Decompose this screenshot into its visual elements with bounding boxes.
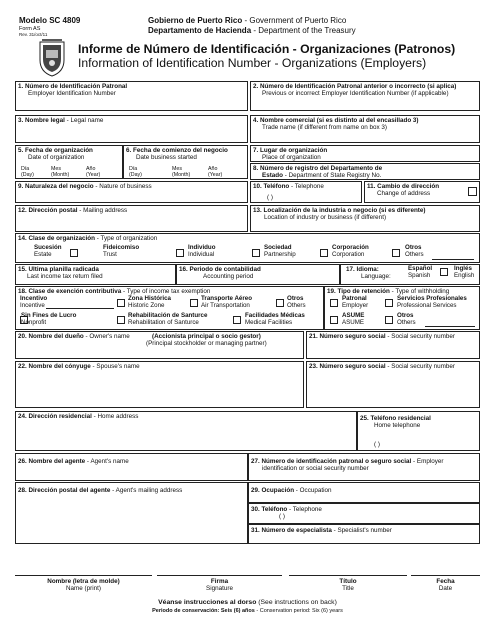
print-name-line[interactable] (15, 575, 152, 576)
org-corporation-checkbox[interactable] (392, 249, 400, 257)
f25-area-code: ( ) (374, 441, 380, 449)
lang-english-en: English (454, 272, 475, 279)
f6-month-en: (Month) (172, 171, 191, 178)
f5-label-es: 5. Fecha de organización (18, 147, 93, 154)
f4-label-en: Trade name (if different from name on box 3) (262, 124, 387, 132)
org-individual-es: Individuo (188, 244, 216, 251)
exempt-nonprofit-es: Sin Fines de Lucro (21, 312, 77, 319)
org-others-en: Others (405, 251, 424, 258)
f6-year-en: (Year) (208, 171, 223, 178)
address-change-field (364, 181, 480, 203)
withhold-employer-checkbox[interactable] (330, 299, 338, 307)
exempt-incentive-line[interactable] (46, 308, 114, 309)
f19-label-en: Type of withholding (395, 288, 450, 295)
organization-date-field[interactable] (15, 145, 123, 179)
instructions-note (0, 599, 495, 606)
print-name-label (15, 578, 152, 592)
conservation-es: Periodo de conservación: Seis (6) años (152, 608, 255, 614)
organization-type-field: 14. Clase de organización - Type of organization (15, 233, 480, 263)
f19-label-es: 19. Tipo de retención (327, 288, 390, 295)
f18-label-en: Type of income tax exemption (126, 288, 211, 295)
lang-spanish-es: Español (408, 265, 433, 272)
f18-label-es: 18. Clase de exención contributiva (18, 288, 122, 295)
print-name-es: Nombre (letra de molde) (47, 578, 120, 585)
f5-year (86, 167, 100, 178)
signature-es: Firma (210, 578, 229, 585)
f22-label-en: Spouse's name (96, 363, 140, 370)
exempt-option-santurce (128, 312, 207, 326)
occupation-field[interactable]: 29. Ocupación - Occupation (248, 482, 480, 503)
conservation-en: Conservation period: Six (6) years (259, 608, 343, 614)
f5-label-en: Date of organization (28, 154, 85, 162)
org-partnership-checkbox[interactable] (320, 249, 328, 257)
previous-employer-id-field[interactable] (250, 81, 480, 111)
f25-label-es: 25. Teléfono residencial (360, 415, 431, 422)
form-title-es: Informe de Número de Identificación - Organizaciones (Patronos) (78, 42, 456, 56)
lang-option-english (454, 265, 474, 279)
exempt-air-en: Air Transportation (201, 302, 250, 309)
signature-en: Signature (206, 585, 233, 593)
org-option-trust (103, 244, 139, 258)
exempt-others-es: Otros (287, 295, 304, 302)
f25-label-en: Home telephone (374, 422, 421, 430)
employer-id-field[interactable] (15, 81, 248, 111)
withhold-option-others (397, 312, 416, 326)
home-address-field[interactable]: 24. Dirección residencial - Home address (15, 411, 357, 451)
exempt-medical-es: Facilidades Médicas (245, 312, 305, 319)
exempt-santurce-checkbox[interactable] (117, 316, 125, 324)
form-code: Form AS (19, 26, 41, 32)
signature-line[interactable] (157, 575, 282, 576)
f26-label-es: 26. Nombre del agente (18, 458, 86, 465)
f26-label-en: Agent's name (90, 458, 129, 465)
f29-label-es: 29. Ocupación (251, 487, 295, 494)
f29-label-en: Occupation (299, 487, 332, 494)
f6-dia: Día (129, 166, 138, 172)
f5-day-en: (Day) (21, 171, 34, 178)
lang-spanish-checkbox[interactable] (440, 268, 448, 276)
org-option-estate (34, 244, 62, 258)
f13-label-en: Location of industry or business (if different) (264, 214, 387, 222)
withhold-option-asume (342, 312, 364, 326)
f30-label-es: 30. Teléfono (251, 506, 288, 513)
f30-label-en: Telephone (292, 506, 322, 513)
org-partnership-en: Partnership (264, 251, 296, 258)
hacienda-seal-icon (37, 38, 67, 78)
withhold-others-es: Otros (397, 312, 414, 319)
department-line: Departamento de Hacienda - Department of the Treasury (148, 26, 356, 35)
agent-id-field[interactable]: 27. Número de identificación patronal o seguro social - Employer identification or social security number (248, 453, 480, 481)
f6-month (172, 167, 190, 178)
f15-label-es: 15. Ultima planilla radicada (18, 266, 99, 273)
f2-label-es: 2. Número de Identificación Patronal anterior o incorrecto (si aplica) (253, 83, 457, 90)
mailing-address-spacer (15, 230, 248, 232)
f22-label-es: 22. Nombre del cónyuge (18, 363, 91, 370)
f3-label-es: 3. Nombre legal (18, 117, 65, 124)
withhold-employer-en: Employer (342, 302, 369, 309)
f5-day (21, 167, 34, 178)
f11-label-es: 11. Cambio de dirección (367, 183, 440, 190)
f31-label-en: Specialist's number (337, 527, 392, 534)
f13-label-es: 13. Localización de la industria o negocio (si es diferente) (253, 207, 426, 214)
f20-label-en: Owner's name (89, 333, 130, 340)
f23-label-es: 23. Número seguro social (309, 363, 386, 370)
f23-label-en: Social security number (391, 363, 455, 370)
instructions-es: Véanse instrucciones al dorso (158, 599, 257, 606)
f27-label-en: Employer (416, 458, 444, 465)
withhold-employer-es: Patronal (342, 295, 367, 302)
owner-ssn-field[interactable]: 21. Número seguro social - Social security number (306, 331, 480, 359)
f1-label-en: Employer Identification Number (28, 90, 116, 98)
org-corporation-es: Corporación (332, 244, 369, 251)
exempt-historic-en: Historic Zone (128, 302, 165, 309)
f6-mes: Mes (172, 166, 183, 172)
business-location-field[interactable] (250, 205, 480, 231)
exempt-option-incentive (20, 295, 47, 309)
f7-label-en: Place of organization (262, 154, 321, 162)
f10-label-es: 10. Teléfono (253, 183, 290, 190)
last-return-field[interactable] (15, 264, 176, 285)
f6-ano: Año (208, 166, 218, 172)
exempt-air-checkbox[interactable] (190, 299, 198, 307)
mailing-address-field[interactable]: 12. Dirección postal - Mailing address (15, 205, 248, 231)
withhold-professional-es: Servicios Profesionales (397, 295, 467, 302)
org-individual-checkbox[interactable] (252, 249, 260, 257)
title-en: Title (342, 585, 354, 593)
f5-month (51, 167, 69, 178)
date-es: Fecha (436, 578, 455, 585)
f9-label-es: 9. Naturaleza del negocio (18, 183, 94, 190)
f6-day-en: (Day) (129, 171, 142, 178)
telephone-field[interactable]: 10. Teléfono - Telephone ( ) (250, 181, 362, 203)
exempt-incentive-en: Incentive (20, 302, 45, 309)
home-telephone-field[interactable] (357, 411, 480, 451)
withhold-asume-en: ASUME (342, 319, 365, 326)
exempt-option-medical (245, 312, 305, 326)
f4-label-es: 4. Nombre comercial (si es distinto al del encasillado 3) (253, 117, 419, 124)
org-partnership-es: Sociedad (264, 244, 292, 251)
f10-area-code: ( ) (267, 194, 273, 202)
gov-es: Gobierno de Puerto Rico (148, 16, 243, 25)
f3-label-en: Legal name (70, 117, 104, 124)
lang-option-spanish (408, 265, 432, 279)
f6-year (208, 167, 222, 178)
f1-label-es: 1. Número de Identificación Patronal (18, 83, 128, 90)
org-corporation-en: Corporation (332, 251, 365, 258)
form-title-en: Information of Identification Number - Organizations (Employers) (78, 56, 427, 70)
f27-label-es: 27. Número de identificación patronal o seguro social (251, 458, 412, 465)
withhold-asume-checkbox[interactable] (330, 316, 338, 324)
f12-label-es: 12. Dirección postal (18, 207, 78, 214)
print-name-en: Name (print) (66, 585, 101, 593)
date-label (411, 578, 480, 592)
location-spacer (250, 230, 480, 232)
org-individual-en: Individual (188, 251, 215, 258)
owner-name-field[interactable]: 20. Nombre del dueño - Owner's name (Accionista principal o socio gestor) (Principal stockholder or managing partner) (15, 331, 304, 359)
model-number: Modelo SC 4809 (19, 16, 81, 25)
org-estate-es: Sucesión (34, 244, 62, 251)
f5-dia: Día (21, 166, 30, 172)
org-option-corporation (332, 244, 369, 258)
f5-ano: Año (86, 166, 96, 172)
withhold-option-professional (397, 295, 467, 309)
f8-label-en: Department of State Registry No. (288, 172, 382, 180)
org-option-others (405, 244, 424, 258)
org-option-partnership (264, 244, 296, 258)
agent-mailing-address-field[interactable]: 28. Dirección postal del agente - Agent's mailing address (15, 482, 248, 544)
org-trust-en: Trust (103, 251, 117, 258)
exempt-option-nonprofit (21, 312, 76, 326)
f17-label-en: Language: (361, 273, 391, 281)
org-option-individual (188, 244, 216, 258)
f5-year-en: (Year) (86, 171, 101, 178)
f30-area-code: ( ) (279, 513, 285, 521)
exempt-air-es: Transporte Aéreo (201, 295, 253, 302)
org-others-line[interactable] (432, 259, 474, 260)
f9-label-en: Nature of business (99, 183, 152, 190)
f15-label-en: Last income tax return filed (27, 273, 103, 281)
title-es: Título (339, 578, 357, 585)
f2-label-en: Previous or incorrect Employer Identification Number (if applicable) (262, 90, 449, 98)
org-others-es: Otros (405, 244, 422, 251)
org-trust-es: Fideicomiso (103, 244, 140, 251)
agent-name-field[interactable]: 26. Nombre del agente - Agent's name (15, 453, 248, 481)
f21-label-en: Social security number (391, 333, 455, 340)
f21-label-es: 21. Número seguro social (309, 333, 386, 340)
withhold-professional-en: Professional Services (397, 302, 457, 309)
dept-es: Departamento de Hacienda (148, 26, 252, 35)
state-registry-field[interactable]: 8. Número de registro del Departamento de Estado - Department of State Registry No. (250, 163, 480, 180)
organization-place-field[interactable] (250, 145, 480, 162)
nature-of-business-field[interactable]: 9. Naturaleza del negocio - Nature of business (15, 181, 248, 203)
f16-label-en: Accounting period (203, 273, 254, 281)
exempt-option-historic (128, 295, 171, 309)
exempt-historic-checkbox[interactable] (117, 299, 125, 307)
withhold-others-line[interactable] (425, 326, 475, 327)
exempt-medical-en: Medical Facilities (245, 319, 293, 326)
f6-label-en: Date business started (136, 154, 197, 162)
f24-label-en: Home address (97, 413, 139, 420)
government-line: Gobierno de Puerto Rico - Government of Puerto Rico (148, 16, 347, 25)
exempt-santurce-es: Rehabilitación de Santurce (128, 312, 208, 319)
f20-extra-en: (Principal stockholder or managing partner) (146, 340, 267, 347)
f5-mes: Mes (51, 166, 62, 172)
dept-en: Department of the Treasury (258, 26, 356, 35)
f11-label-en: Change of address (377, 190, 431, 198)
f14-label-en: Type of organization (100, 235, 158, 242)
exempt-incentive-es: Incentivo (20, 295, 48, 302)
f8-label-es: 8. Número de registro del Departamento de (253, 165, 383, 172)
withhold-asume-es: ASUME (342, 312, 365, 319)
withhold-professional-checkbox[interactable] (385, 299, 393, 307)
f10-label-en: Telephone (294, 183, 324, 190)
revision-date: Rev. 31/oct/11 (19, 32, 48, 37)
spouse-ssn-field[interactable]: 23. Número seguro social - Social security number (306, 361, 480, 408)
org-estate-en: Estate (34, 251, 52, 258)
exempt-santurce-en: Rehabilitation of Santurce (128, 319, 199, 326)
org-trust-checkbox[interactable] (176, 249, 184, 257)
f6-day (129, 167, 142, 178)
instructions-en: (See instructions on back) (258, 599, 337, 606)
withholding-type-field: 19. Tipo de retención - Type of withholding (324, 286, 480, 330)
f27-label-en2: identification or social security number (262, 465, 369, 473)
lang-english-es: Inglés (454, 265, 472, 272)
title-label (289, 578, 407, 592)
lang-spanish-en: Spanish (408, 272, 431, 279)
address-change-checkbox[interactable] (468, 187, 477, 196)
exempt-medical-checkbox[interactable] (233, 316, 241, 324)
conservation-note: Periodo de conservación: Seis (6) años - Conservation period: Six (6) years (152, 608, 343, 614)
exempt-option-air (201, 295, 252, 309)
f14-label-es: 14. Clase de organización (18, 235, 95, 242)
gov-en: Government of Puerto Rico (249, 16, 347, 25)
org-estate-checkbox[interactable] (70, 249, 78, 257)
accounting-period-field[interactable] (176, 264, 340, 285)
f20-label-es: 20. Nombre del dueño (18, 333, 84, 340)
f8-label-es2: Estado (262, 172, 283, 180)
legal-name-field[interactable]: 3. Nombre legal - Legal name (15, 115, 248, 143)
signature-label (157, 578, 282, 592)
f24-label-es: 24. Dirección residencial (18, 413, 92, 420)
exempt-nonprofit-en: Nonprofit (21, 319, 47, 326)
f16-label-es: 16. Periodo de contabilidad (179, 266, 261, 273)
withhold-others-en: Others (397, 319, 416, 326)
exempt-others-en: Others (287, 302, 306, 309)
f7-label-es: 7. Lugar de organización (253, 147, 328, 154)
date-en: Date (438, 585, 453, 593)
exempt-others-checkbox[interactable] (276, 299, 284, 307)
specialist-number-field[interactable]: 31. Número de especialista - Specialist's number (248, 524, 480, 544)
spouse-name-field[interactable]: 22. Nombre del cónyuge - Spouse's name (15, 361, 304, 408)
agent-telephone-field[interactable]: 30. Teléfono - Telephone ( ) (248, 503, 480, 524)
exempt-option-others (287, 295, 306, 309)
withhold-option-employer (342, 295, 368, 309)
exempt-historic-es: Zona Histórica (128, 295, 171, 302)
withhold-others-checkbox[interactable] (385, 316, 393, 324)
tax-exemption-field: 18. Clase de exención contributiva - Type of income tax exemption (15, 286, 324, 330)
trade-name-field[interactable] (250, 115, 480, 143)
f12-label-en: Mailing address (83, 207, 128, 214)
f28-label-en: Agent's mailing address (115, 487, 183, 494)
f28-label-es: 28. Dirección postal del agente (18, 487, 111, 494)
f6-label-es: 6. Fecha de comienzo del negocio (126, 147, 228, 154)
f17-label-es: 17. Idioma: (346, 266, 379, 273)
f31-label-es: 31. Número de especialista (251, 527, 332, 534)
f20-extra-es: (Accionista principal o socio gestor) (152, 333, 261, 340)
date-line[interactable] (411, 575, 480, 576)
business-start-date-field[interactable] (123, 145, 248, 179)
title-line[interactable] (289, 575, 407, 576)
f5-month-en: (Month) (51, 171, 70, 178)
